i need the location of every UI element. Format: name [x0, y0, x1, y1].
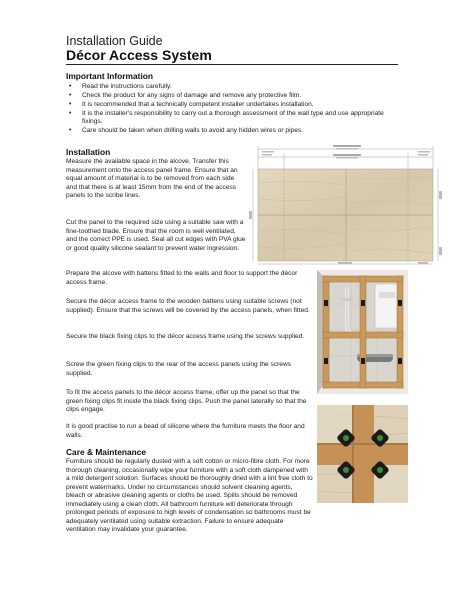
- list-item: • Check the product for any signs of damage and remove any protective film.: [66, 92, 398, 101]
- cistern: [375, 284, 399, 328]
- page-title: Décor Access System: [66, 47, 212, 63]
- list-item: • Care should be taken when drilling walls to avoid any hidden wires or pipes.: [66, 127, 398, 136]
- installation-step-secure-frame: Secure the décor access frame to the wooden battens using suitable screws (not supplied). Ensure that the screws will be covered by the access panels, when fitted.: [66, 298, 310, 314]
- title-divider: [66, 64, 398, 65]
- installation-step-cut: Cut the panel to the required size using a suitable saw with a fine-toothed blade. Ensure that the room is well ventilated, and the correct PPE is used. Seal all cut edges with PVA glue or good quality silicone sealant to prevent water ingression.: [66, 219, 246, 252]
- installation-heading: Installation: [66, 147, 111, 157]
- installation-step-fit-panels: To fit the access panels to the décor access frame, offer up the panel so that the green fixing clips fit inside the black fixing clips. Push the panel laterally so that the clips engage.: [66, 389, 307, 413]
- dimension-marks: [262, 145, 430, 159]
- care-text: Furniture should be regularly dusted with a soft cotton or micro-fibre cloth. For more thorough cleaning, occasionally wipe your furniture with a soft cloth dampened with a mild detergent solution. Surfaces should be thoroughly dried with a lint free cloth to prevent watermarks. Under no circumstances should solvent cleaning agents, bleach or abrasive cleaning agents or cloths be used. Spills should be removed immediately using a clean cloth. All bathroom furniture will deteriorate through prolonged periods of exposure to high levels of condensation so bathrooms must be adequately ventilated using suitable extraction. Failure to ensure adequate ventilation may invalidate your guarantee.: [66, 458, 313, 533]
- installation-step-black-clips: Secure the black fixing clips to the décor access frame using the screws supplied.: [66, 333, 305, 340]
- installation-step-green-clips: Screw the green fixing clips to the rear of the access panels using the screws supplied.: [66, 361, 292, 377]
- page-subtitle: Installation Guide: [66, 34, 163, 48]
- care-heading: Care & Maintenance: [66, 447, 147, 457]
- fixing-clips-closeup: [317, 405, 408, 503]
- installation-step-prepare: Prepare the alcove with battens fitted to the walls and floor to support the décor access frame.: [66, 270, 298, 286]
- panel-measurement-diagram: [248, 143, 443, 267]
- installation-step-measure: Measure the available space in the alcove. Transfer this measurement onto the access panel frame. Ensure that an equal amount of material is to be removed from each side and that there is at least 15mm from the end of the access panels to the scribe lines.: [66, 158, 238, 199]
- important-heading: Important Information: [66, 71, 154, 81]
- list-item: • Read the instructions carefully.: [66, 83, 398, 92]
- list-item: • It is the installer's responsibility to carry out a thorough assessment of the wall type and use appropriate fixings.: [66, 110, 398, 127]
- access-frame-illustration: [317, 270, 408, 394]
- installation-step-silicone: It is good practise to run a bead of silicone where the furniture meets the floor and walls.: [66, 423, 305, 439]
- list-item: • It is recommended that a technically competent installer undertakes installation.: [66, 101, 398, 110]
- important-list: [66, 83, 398, 136]
